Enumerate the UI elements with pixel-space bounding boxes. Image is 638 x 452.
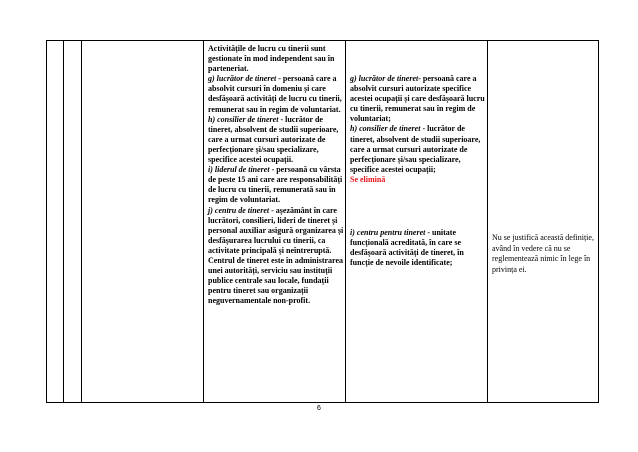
column-divider — [81, 41, 82, 402]
proposed-term-i: i) centru pentru tineret — [350, 228, 426, 238]
proposed-text-cell — [350, 74, 486, 268]
proposed-definition-g — [350, 74, 486, 124]
column-divider — [345, 41, 346, 402]
column-divider — [63, 41, 64, 402]
current-text-cell — [208, 44, 344, 306]
definition-g — [208, 74, 344, 114]
column-divider — [203, 41, 204, 402]
proposed-definition-i — [350, 228, 486, 268]
term-j: j) centru de tineret — [208, 205, 270, 215]
proposed-definition-i-text: - unitate funcțională acreditată, în care se desfășoară activități de tineret, în funcție de nevoile identificate; — [350, 228, 464, 268]
definition-i — [208, 165, 344, 205]
proposed-term-h: h) consilier de tineret — [350, 124, 421, 134]
term-i: i) liderul de tineret — [208, 165, 270, 175]
definition-j — [208, 206, 344, 307]
definition-h — [208, 115, 344, 165]
page-number: 6 — [317, 405, 321, 412]
justification-note: Nu se justifică această definiție, având în vedere că nu se reglementează nimic în lege în privința ei. — [492, 233, 594, 274]
deleted-marker: Se elimină — [350, 174, 386, 184]
justification-cell — [492, 233, 596, 275]
definition-j-text: - așezământ în care lucrători, consilieri, lideri de tineret și personal auxiliar asigură organizarea și desfășurarea lucrului cu tinerii, ca activitate principală și neîntreruptă. Centrul de tineret este în administrarea unei autorități, serviciu sau instituții publice centrale sau locale, fundații pentru tineret sau organizații neguvernamentale non-profit. — [208, 205, 344, 306]
comparison-table — [46, 40, 599, 403]
intro-paragraph: Activitățile de lucru cu tinerii sunt gestionate în mod independent sau în parteneriat. — [208, 44, 335, 74]
proposed-term-g: g) lucrător de tineret — [350, 74, 419, 83]
definition-i-text: - persoană cu vârsta de peste 15 ani care are responsabilități de lucru cu tinerii, remunerată sau în regim de voluntariat. — [208, 165, 343, 205]
definition-g-text: - persoană care a absolvit cursuri în domeniu și care desfășoară activități de lucru cu tinerii, remunerat sau în regim de voluntariat. — [208, 74, 342, 114]
proposed-definition-h — [350, 124, 486, 174]
term-g: g) lucrător de tineret — [208, 74, 277, 84]
proposed-definition-h-text: - lucrător de tineret, absolvent de studii superioare, care a urmat cursuri autorizate de perfecționare și/sau specializare, specifice acestei ocupații; — [350, 124, 481, 174]
column-divider — [487, 41, 488, 402]
definition-h-text: - lucrător de tineret, absolvent de studii superioare, care a urmat cursuri autorizate de perfecționare și/sau specializare, specifice acestei ocupații. — [208, 114, 339, 165]
term-h: h) consilier de tineret — [208, 114, 279, 124]
proposed-definition-g-text: - persoană care a absolvit cursuri autorizate specifice acestei ocupații și care desfășoară lucru cu tinerii, remunerat sau în regim de voluntariat; — [350, 74, 485, 124]
